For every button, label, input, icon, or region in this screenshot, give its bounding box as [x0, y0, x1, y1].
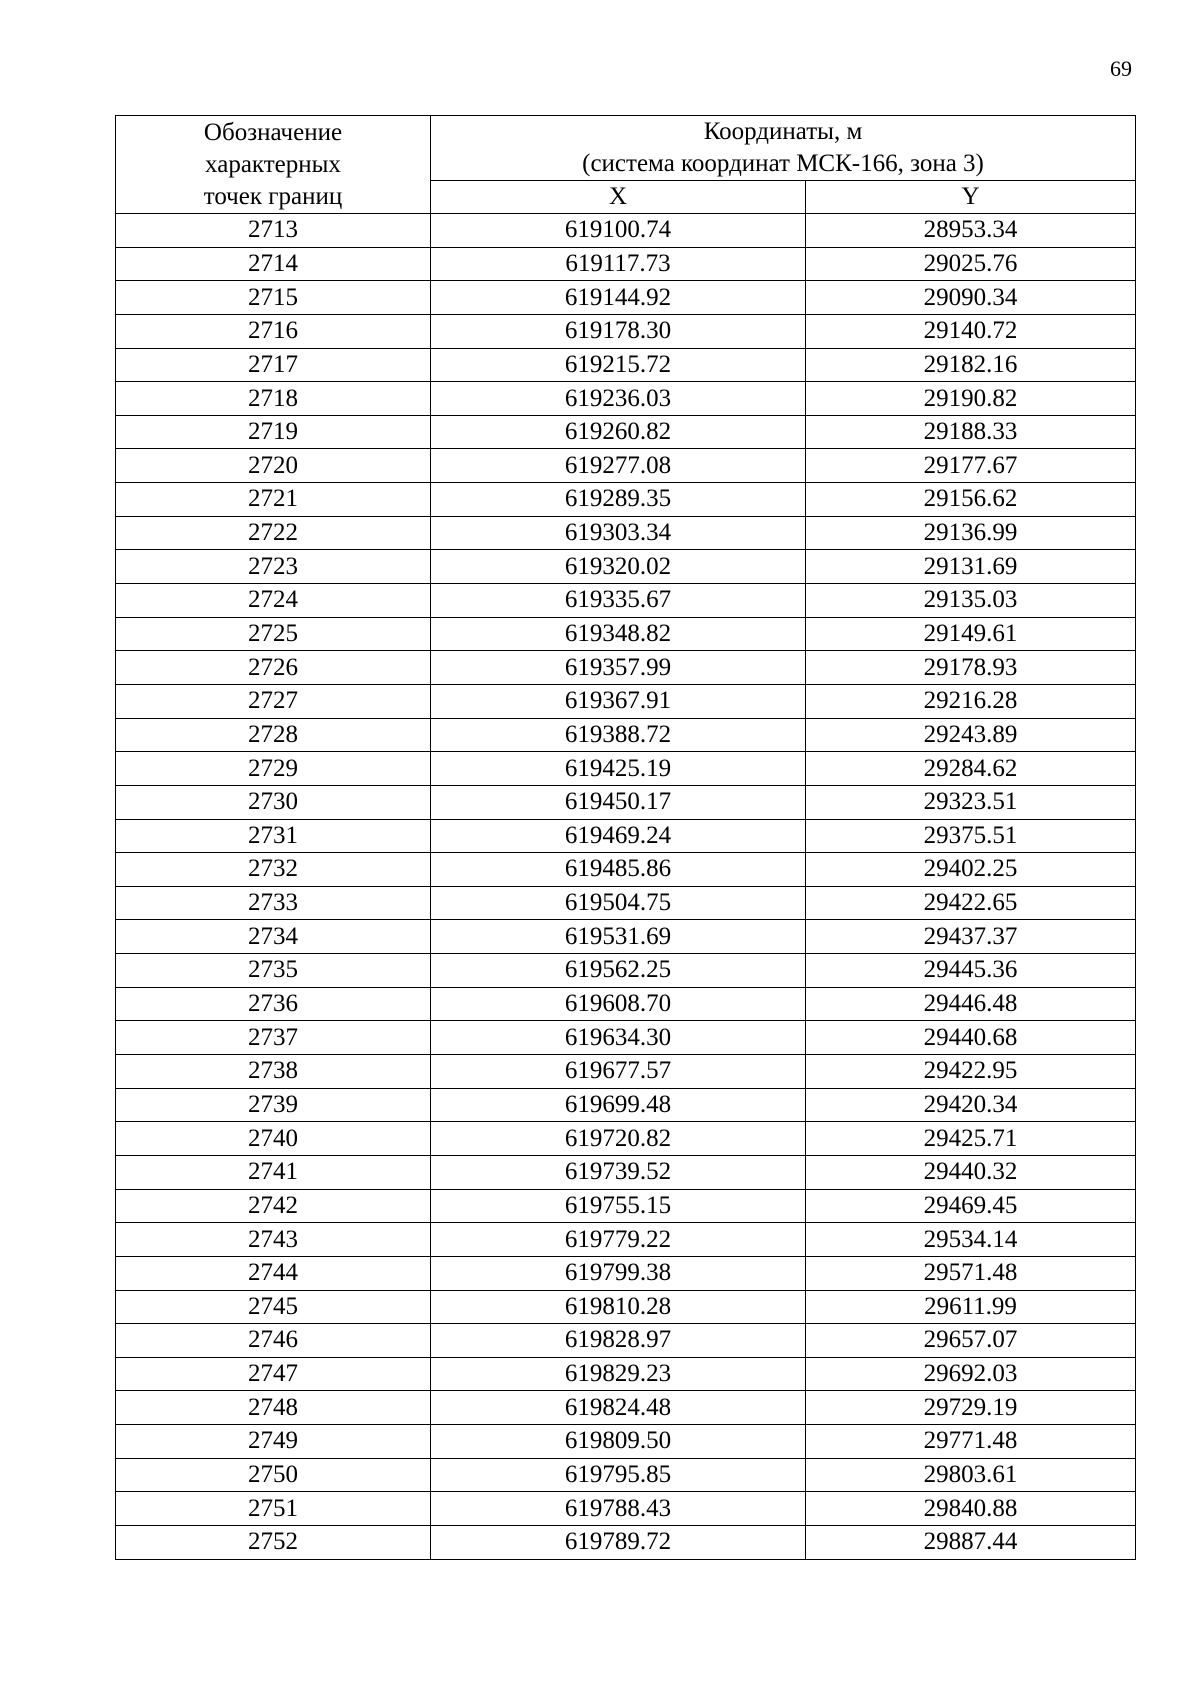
y-coordinate-cell: 29440.68 [806, 1021, 1136, 1055]
y-coordinate-cell: 29090.34 [806, 281, 1136, 315]
point-id-cell: 2740 [116, 1122, 431, 1156]
coordinate-system-label: (система координат МСК-166, зона 3) [582, 150, 984, 177]
table-row [116, 584, 1136, 618]
x-coordinate-cell: 619828.97 [431, 1324, 806, 1358]
point-id-cell: 2743 [116, 1223, 431, 1257]
x-coordinate-cell: 619100.74 [431, 214, 806, 248]
table-row [116, 1256, 1136, 1290]
x-coordinate-cell: 619117.73 [431, 247, 806, 281]
y-coordinate-cell: 29131.69 [806, 550, 1136, 584]
y-coordinate-cell: 29375.51 [806, 819, 1136, 853]
y-coordinate-cell: 29025.76 [806, 247, 1136, 281]
table-row [116, 1492, 1136, 1526]
point-id-cell: 2721 [116, 483, 431, 517]
y-column-header: Y [806, 181, 1136, 214]
x-coordinate-cell: 619795.85 [431, 1458, 806, 1492]
table-row [116, 1223, 1136, 1257]
y-coordinate-cell: 29534.14 [806, 1223, 1136, 1257]
table-row [116, 1189, 1136, 1223]
point-id-cell: 2726 [116, 651, 431, 685]
x-coordinate-cell: 619388.72 [431, 718, 806, 752]
y-coordinate-cell: 29611.99 [806, 1290, 1136, 1324]
point-id-cell: 2739 [116, 1088, 431, 1122]
table-row [116, 1458, 1136, 1492]
x-coordinate-cell: 619289.35 [431, 483, 806, 517]
point-id-cell: 2733 [116, 886, 431, 920]
point-id-cell: 2729 [116, 752, 431, 786]
y-coordinate-cell: 29422.65 [806, 886, 1136, 920]
table-row [116, 1357, 1136, 1391]
table-row [116, 819, 1136, 853]
y-coordinate-cell: 29243.89 [806, 718, 1136, 752]
point-id-cell: 2713 [116, 214, 431, 248]
y-coordinate-cell: 29135.03 [806, 584, 1136, 618]
y-coordinate-cell: 29190.82 [806, 382, 1136, 416]
table-row [116, 516, 1136, 550]
x-coordinate-cell: 619789.72 [431, 1525, 806, 1559]
coordinates-table [115, 115, 1136, 1560]
point-id-cell: 2749 [116, 1425, 431, 1459]
table-row [116, 314, 1136, 348]
table-row [116, 1425, 1136, 1459]
y-coordinate-cell: 29446.48 [806, 987, 1136, 1021]
x-coordinate-cell: 619320.02 [431, 550, 806, 584]
table-row [116, 1525, 1136, 1559]
point-id-cell: 2718 [116, 382, 431, 416]
table-body [116, 214, 1136, 1560]
point-id-cell: 2736 [116, 987, 431, 1021]
y-coordinate-cell: 29437.37 [806, 920, 1136, 954]
x-coordinate-cell: 619809.50 [431, 1425, 806, 1459]
table-row [116, 1021, 1136, 1055]
y-coordinate-cell: 29140.72 [806, 314, 1136, 348]
x-coordinate-cell: 619720.82 [431, 1122, 806, 1156]
point-id-cell: 2738 [116, 1055, 431, 1089]
x-coordinate-cell: 619260.82 [431, 415, 806, 449]
x-coordinate-cell: 619450.17 [431, 785, 806, 819]
table-row [116, 1055, 1136, 1089]
point-id-cell: 2745 [116, 1290, 431, 1324]
x-coordinate-cell: 619699.48 [431, 1088, 806, 1122]
point-id-cell: 2731 [116, 819, 431, 853]
table-row [116, 348, 1136, 382]
y-coordinate-cell: 29771.48 [806, 1425, 1136, 1459]
x-coordinate-cell: 619357.99 [431, 651, 806, 685]
table-row [116, 415, 1136, 449]
x-column-header: X [431, 181, 806, 214]
table-row [116, 920, 1136, 954]
table-row [116, 1088, 1136, 1122]
table-row [116, 449, 1136, 483]
table-row [116, 281, 1136, 315]
point-id-cell: 2750 [116, 1458, 431, 1492]
point-designation-header [116, 116, 431, 214]
y-coordinate-cell: 29692.03 [806, 1357, 1136, 1391]
y-coordinate-cell: 29188.33 [806, 415, 1136, 449]
point-id-cell: 2722 [116, 516, 431, 550]
table-row [116, 1324, 1136, 1358]
y-coordinate-cell: 29284.62 [806, 752, 1136, 786]
y-coordinate-cell: 29729.19 [806, 1391, 1136, 1425]
table-row [116, 987, 1136, 1021]
coordinates-header [431, 116, 1136, 181]
page-number: 69 [1110, 56, 1132, 81]
point-id-cell: 2719 [116, 415, 431, 449]
x-coordinate-cell: 619277.08 [431, 449, 806, 483]
point-designation-line-3: точек границ [203, 182, 343, 210]
point-id-cell: 2734 [116, 920, 431, 954]
x-coordinate-cell: 619739.52 [431, 1155, 806, 1189]
x-coordinate-cell: 619829.23 [431, 1357, 806, 1391]
y-coordinate-cell: 29323.51 [806, 785, 1136, 819]
y-coordinate-cell: 29149.61 [806, 617, 1136, 651]
x-coordinate-cell: 619303.34 [431, 516, 806, 550]
x-coordinate-cell: 619485.86 [431, 853, 806, 887]
y-coordinate-cell: 29156.62 [806, 483, 1136, 517]
y-coordinate-cell: 29887.44 [806, 1525, 1136, 1559]
x-coordinate-cell: 619178.30 [431, 314, 806, 348]
point-id-cell: 2714 [116, 247, 431, 281]
y-coordinate-cell: 29177.67 [806, 449, 1136, 483]
point-id-cell: 2727 [116, 684, 431, 718]
point-id-cell: 2742 [116, 1189, 431, 1223]
table-row [116, 483, 1136, 517]
y-coordinate-cell: 29657.07 [806, 1324, 1136, 1358]
x-coordinate-cell: 619144.92 [431, 281, 806, 315]
y-coordinate-cell: 29422.95 [806, 1055, 1136, 1089]
table-row [116, 954, 1136, 988]
x-coordinate-cell: 619634.30 [431, 1021, 806, 1055]
y-coordinate-cell: 29440.32 [806, 1155, 1136, 1189]
x-coordinate-cell: 619824.48 [431, 1391, 806, 1425]
point-id-cell: 2741 [116, 1155, 431, 1189]
x-coordinate-cell: 619335.67 [431, 584, 806, 618]
point-id-cell: 2716 [116, 314, 431, 348]
x-coordinate-cell: 619504.75 [431, 886, 806, 920]
x-coordinate-cell: 619755.15 [431, 1189, 806, 1223]
y-coordinate-cell: 29178.93 [806, 651, 1136, 685]
y-coordinate-cell: 29445.36 [806, 954, 1136, 988]
table-row [116, 617, 1136, 651]
y-coordinate-cell: 29402.25 [806, 853, 1136, 887]
table-row [116, 382, 1136, 416]
y-coordinate-cell: 29571.48 [806, 1256, 1136, 1290]
point-id-cell: 2735 [116, 954, 431, 988]
point-id-cell: 2720 [116, 449, 431, 483]
table-row [116, 1155, 1136, 1189]
table-row [116, 785, 1136, 819]
table-row [116, 1122, 1136, 1156]
point-id-cell: 2747 [116, 1357, 431, 1391]
y-coordinate-cell: 29425.71 [806, 1122, 1136, 1156]
x-coordinate-cell: 619531.69 [431, 920, 806, 954]
coordinates-title: Координаты, м [703, 118, 863, 145]
point-id-cell: 2752 [116, 1525, 431, 1559]
x-coordinate-cell: 619810.28 [431, 1290, 806, 1324]
y-coordinate-cell: 29216.28 [806, 684, 1136, 718]
table-row [116, 853, 1136, 887]
table-row [116, 886, 1136, 920]
x-coordinate-cell: 619562.25 [431, 954, 806, 988]
x-coordinate-cell: 619425.19 [431, 752, 806, 786]
point-id-cell: 2723 [116, 550, 431, 584]
point-id-cell: 2717 [116, 348, 431, 382]
point-id-cell: 2751 [116, 1492, 431, 1526]
table-row [116, 752, 1136, 786]
point-id-cell: 2748 [116, 1391, 431, 1425]
x-coordinate-cell: 619677.57 [431, 1055, 806, 1089]
point-id-cell: 2744 [116, 1256, 431, 1290]
point-designation-line-2: характерных [205, 150, 341, 178]
point-id-cell: 2737 [116, 1021, 431, 1055]
point-id-cell: 2746 [116, 1324, 431, 1358]
table-row [116, 247, 1136, 281]
x-coordinate-cell: 619788.43 [431, 1492, 806, 1526]
table-row [116, 1391, 1136, 1425]
table-row [116, 718, 1136, 752]
y-coordinate-cell: 29840.88 [806, 1492, 1136, 1526]
point-id-cell: 2725 [116, 617, 431, 651]
y-coordinate-cell: 29803.61 [806, 1458, 1136, 1492]
table-header [116, 116, 1136, 214]
y-coordinate-cell: 29469.45 [806, 1189, 1136, 1223]
x-coordinate-cell: 619469.24 [431, 819, 806, 853]
table-row [116, 651, 1136, 685]
point-designation-line-1: Обозначение [203, 118, 343, 146]
x-coordinate-cell: 619799.38 [431, 1256, 806, 1290]
x-coordinate-cell: 619608.70 [431, 987, 806, 1021]
point-id-cell: 2732 [116, 853, 431, 887]
y-coordinate-cell: 28953.34 [806, 214, 1136, 248]
y-coordinate-cell: 29136.99 [806, 516, 1136, 550]
point-id-cell: 2715 [116, 281, 431, 315]
y-coordinate-cell: 29182.16 [806, 348, 1136, 382]
x-coordinate-cell: 619779.22 [431, 1223, 806, 1257]
point-id-cell: 2728 [116, 718, 431, 752]
table-row [116, 684, 1136, 718]
table-row [116, 214, 1136, 248]
point-id-cell: 2730 [116, 785, 431, 819]
point-id-cell: 2724 [116, 584, 431, 618]
table-row [116, 1290, 1136, 1324]
y-coordinate-cell: 29420.34 [806, 1088, 1136, 1122]
x-coordinate-cell: 619367.91 [431, 684, 806, 718]
table-row [116, 550, 1136, 584]
x-coordinate-cell: 619236.03 [431, 382, 806, 416]
x-coordinate-cell: 619215.72 [431, 348, 806, 382]
x-coordinate-cell: 619348.82 [431, 617, 806, 651]
